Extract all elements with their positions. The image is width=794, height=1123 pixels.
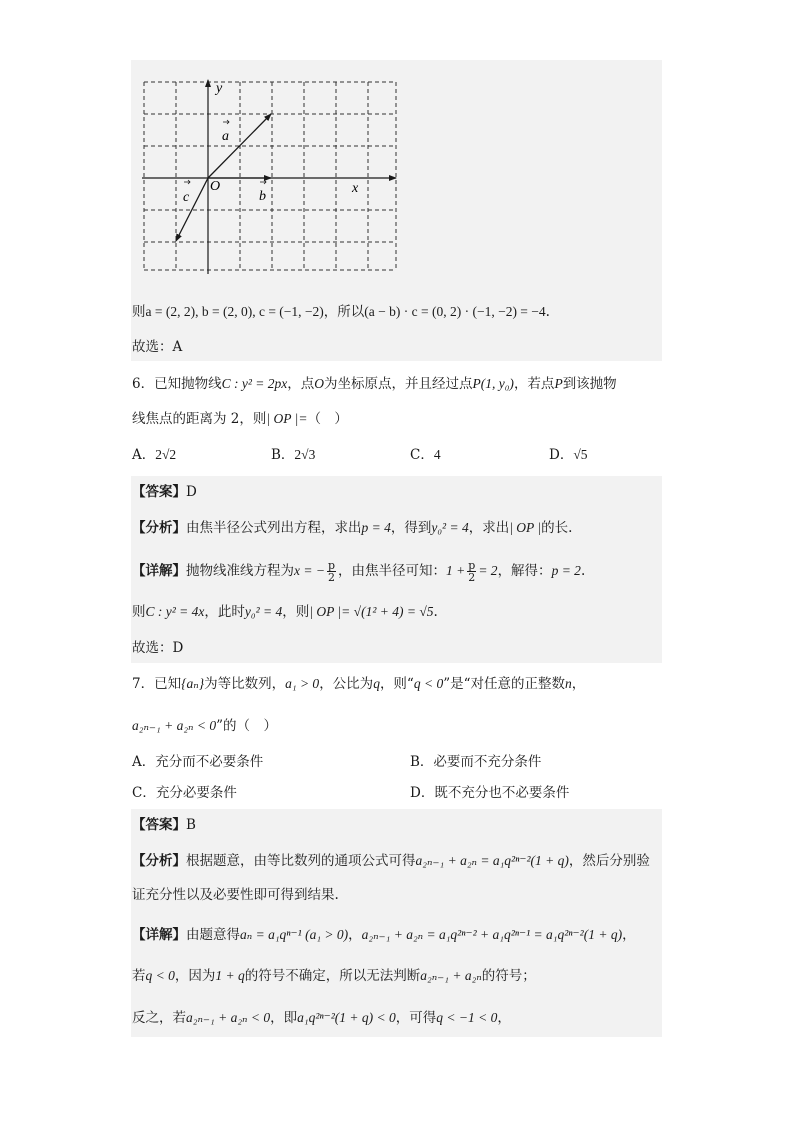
q6-option-d: D．√5 [549, 447, 588, 463]
label-x: x [352, 181, 359, 196]
q6-stem-line2: 线焦点的距离为 2，则| OP |=（ ） [132, 411, 348, 427]
label-vector-b: b [259, 189, 266, 204]
q7-detail-line1: 【详解】由题意得aₙ = a₁qⁿ⁻¹ (a₁ > 0)，a₂ₙ₋₁ + a₂ₙ = a₁q²ⁿ⁻² + a₁q²ⁿ⁻¹ = a₁q²ⁿ⁻²(1 + q)， [132, 927, 636, 943]
q7-stem-line2: a₂ₙ₋₁ + a₂ₙ < 0”的（ ） [132, 718, 278, 734]
q6-stem-line1: 6．已知抛物线C : y² = 2px，点O为坐标原点，并且经过点P(1, y₀)，若点P到该抛物 [132, 376, 617, 392]
solution-block-q7 [131, 809, 662, 1037]
q7-analysis-line1: 【分析】根据题意，由等比数列的通项公式可得a₂ₙ₋₁ + a₂ₙ = a₁q²ⁿ⁻²(1 + q)，然后分别验 [132, 853, 650, 869]
vector-grid-figure [138, 76, 400, 276]
q6-detail-line2: 则C : y² = 4x，此时y₀² = 4，则| OP |= √(1² + 4) = √5. [132, 604, 438, 620]
q6-option-c: C．4 [410, 447, 441, 463]
q6-option-a: A．2√2 [132, 447, 177, 463]
q6-option-b: B．2√3 [271, 447, 316, 463]
q7-option-d: D．既不充分也不必要条件 [410, 785, 570, 801]
fraction-p-over-2: $\frac{p}{2}$ [468, 559, 476, 584]
q7-stem-line1: 7．已知{aₙ}为等比数列，a₁ > 0，公比为q，则“q < 0”是“对任意的正整数n， [132, 676, 586, 692]
q6-answer: 【答案】D [132, 484, 197, 500]
label-vector-a: a [222, 129, 229, 144]
q7-option-c: C．充分必要条件 [132, 785, 237, 801]
grid-lines [144, 82, 396, 270]
sol5-choose: 故选：A [132, 339, 183, 355]
label-vector-c: c [183, 190, 190, 205]
q7-option-a: A．充分而不必要条件 [132, 754, 264, 770]
q7-analysis-line2: 证充分性以及必要性即可得到结果. [132, 887, 339, 903]
q7-option-b: B．必要而不充分条件 [410, 754, 542, 770]
q7-answer: 【答案】B [132, 817, 196, 833]
fraction-p-over-2: $\frac{p}{2}$ [327, 559, 336, 584]
q6-detail-line1: 【详解】抛物线准线方程为x = − $\frac{p}{2}$ ，由焦半径可知：1 + $\frac{p}{2}$ = 2，解得：p = 2. [132, 559, 586, 584]
sol5-vectors-line: 则a = (2, 2), b = (2, 0), c = (−1, −2)，所以(a − b) · c = (0, 2) · (−1, −2) = −4. [132, 304, 550, 320]
q6-choose: 故选：D [132, 640, 184, 656]
label-y: y [216, 81, 223, 96]
q7-detail-line3: 反之，若a₂ₙ₋₁ + a₂ₙ < 0，即a₁q²ⁿ⁻²(1 + q) < 0，可得q < −1 < 0， [132, 1010, 511, 1026]
q6-analysis: 【分析】由焦半径公式列出方程，求出p = 4，得到y₀² = 4，求出| OP |的长. [132, 520, 573, 536]
label-origin: O [210, 179, 221, 194]
q7-detail-line2: 若q < 0，因为1 + q的符号不确定，所以无法判断a₂ₙ₋₁ + a₂ₙ的符号； [132, 968, 536, 984]
